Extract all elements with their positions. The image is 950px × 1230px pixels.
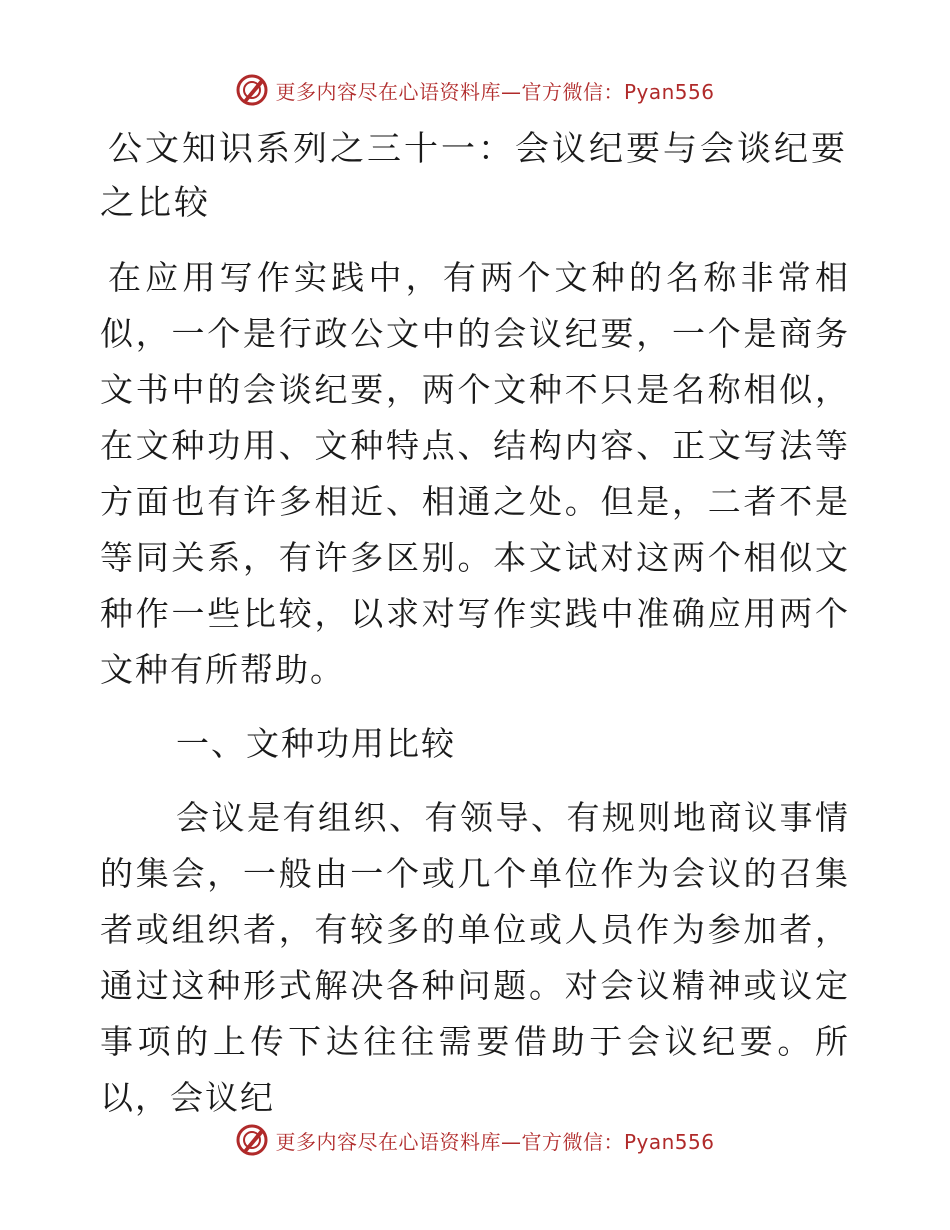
header-watermark-text: 更多内容尽在心语资料库—官方微信：Pyan556 bbox=[275, 79, 715, 104]
header-watermark-banner bbox=[0, 70, 950, 110]
document-title: 公文知识系列之三十一：会议纪要与会谈纪要之比较 bbox=[100, 129, 848, 223]
document-body bbox=[100, 122, 850, 1126]
section-paragraph: 会议是有组织、有领导、有规则地商议事情的集会，一般由一个或几个单位作为会议的召集者或组织者，有较多的单位或人员作为参加者，通过这种形式解决各种问题。对会议精神或议定事项的上传下达往往需要借助于会议纪要。所以，会议纪 bbox=[100, 798, 850, 1117]
intro-paragraph: 在应用写作实践中，有两个文种的名称非常相似，一个是行政公文中的会议纪要，一个是商务文书中的会谈纪要，两个文种不只是名称相似，在文种功用、文种特点、结构内容、正文写法等方面也有许多相近、相通之处。但是，二者不是等同关系，有许多区别。本文试对这两个相似文种作一些比较，以求对写作实践中准确应用两个文种有所帮助。 bbox=[100, 258, 850, 689]
footer-watermark-banner bbox=[0, 1120, 950, 1160]
quill-pen-seal-icon bbox=[235, 73, 269, 107]
footer-watermark-text: 更多内容尽在心语资料库—官方微信：Pyan556 bbox=[275, 1129, 715, 1154]
quill-pen-seal-icon bbox=[235, 1123, 269, 1157]
section-heading: 一、文种功用比较 bbox=[176, 724, 456, 763]
